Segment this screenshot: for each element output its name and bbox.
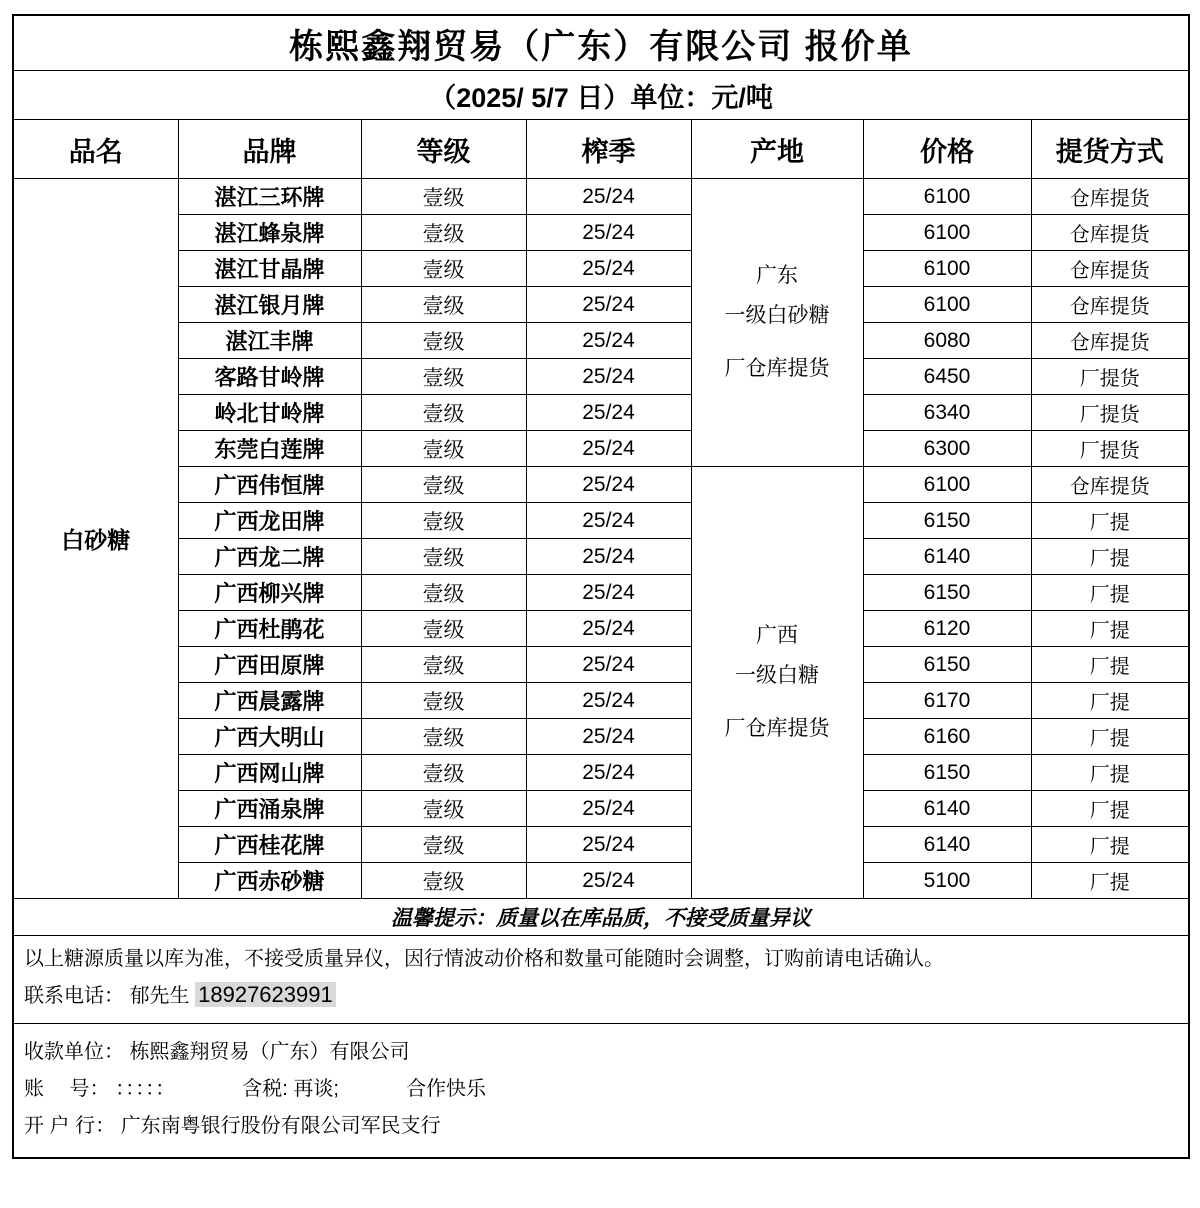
season-cell: 25/24 <box>526 719 691 755</box>
season-cell: 25/24 <box>526 539 691 575</box>
grade-cell: 壹级 <box>361 683 526 719</box>
origin-line-3: 厂仓库提货 <box>724 717 830 741</box>
brand-cell: 广西涌泉牌 <box>178 791 361 827</box>
price-cell: 6160 <box>863 719 1031 755</box>
table-row <box>13 395 1189 431</box>
table-header-row <box>13 120 1189 179</box>
season-cell: 25/24 <box>526 359 691 395</box>
pickup-cell: 厂提 <box>1031 719 1189 755</box>
brand-cell: 广西龙二牌 <box>178 539 361 575</box>
pickup-cell: 厂提 <box>1031 539 1189 575</box>
table-row <box>13 251 1189 287</box>
brand-cell: 岭北甘岭牌 <box>178 395 361 431</box>
account-value: ：：：：： <box>115 1078 176 1101</box>
table-row <box>13 215 1189 251</box>
header-pickup: 提货方式 <box>1031 120 1189 179</box>
grade-cell: 壹级 <box>361 467 526 503</box>
price-cell: 6120 <box>863 611 1031 647</box>
pickup-cell: 厂提货 <box>1031 431 1189 467</box>
season-cell: 25/24 <box>526 179 691 215</box>
pickup-cell: 厂提 <box>1031 791 1189 827</box>
price-cell: 6300 <box>863 431 1031 467</box>
table-row <box>13 467 1189 503</box>
grade-cell: 壹级 <box>361 395 526 431</box>
brand-cell: 广西晨露牌 <box>178 683 361 719</box>
table-row <box>13 359 1189 395</box>
price-cell: 6140 <box>863 827 1031 863</box>
origin-spacer <box>692 695 863 709</box>
grade-cell: 壹级 <box>361 863 526 899</box>
table-row <box>13 683 1189 719</box>
pickup-cell: 厂提 <box>1031 827 1189 863</box>
brand-cell: 广西龙田牌 <box>178 503 361 539</box>
grade-cell: 壹级 <box>361 647 526 683</box>
brand-cell: 广西伟恒牌 <box>178 467 361 503</box>
contact-label: 联系电话： <box>24 985 124 1007</box>
pickup-cell: 厂提 <box>1031 575 1189 611</box>
brand-cell: 广西柳兴牌 <box>178 575 361 611</box>
table-row <box>13 575 1189 611</box>
grade-cell: 壹级 <box>361 287 526 323</box>
price-cell: 6150 <box>863 575 1031 611</box>
origin-line-1: 广东 <box>756 263 798 287</box>
note-block <box>14 936 1188 1023</box>
brand-cell: 广西杜鹃花 <box>178 611 361 647</box>
header-product: 品名 <box>13 120 178 179</box>
grade-cell: 壹级 <box>361 323 526 359</box>
grade-cell: 壹级 <box>361 431 526 467</box>
season-cell: 25/24 <box>526 215 691 251</box>
account-line <box>24 1071 1178 1108</box>
footer-cell <box>13 1024 1189 1159</box>
tip-row <box>13 899 1189 936</box>
season-cell: 25/24 <box>526 827 691 863</box>
brand-cell: 广西田原牌 <box>178 647 361 683</box>
price-cell: 6100 <box>863 179 1031 215</box>
header-origin: 产地 <box>691 120 863 179</box>
price-cell: 6080 <box>863 323 1031 359</box>
season-cell: 25/24 <box>526 503 691 539</box>
contact-phone[interactable]: 18927623991 <box>195 982 336 1007</box>
table-row <box>13 539 1189 575</box>
pickup-cell: 厂提 <box>1031 503 1189 539</box>
pickup-cell: 厂提 <box>1031 647 1189 683</box>
grade-cell: 壹级 <box>361 575 526 611</box>
pickup-cell: 仓库提货 <box>1031 251 1189 287</box>
brand-cell: 广西大明山 <box>178 719 361 755</box>
price-cell: 6340 <box>863 395 1031 431</box>
origin-spacer <box>692 335 863 349</box>
table-row <box>13 755 1189 791</box>
pickup-cell: 厂提货 <box>1031 359 1189 395</box>
brand-cell: 湛江甘晶牌 <box>178 251 361 287</box>
grade-cell: 壹级 <box>361 215 526 251</box>
header-grade: 等级 <box>361 120 526 179</box>
grade-cell: 壹级 <box>361 611 526 647</box>
season-cell: 25/24 <box>526 647 691 683</box>
price-cell: 6100 <box>863 467 1031 503</box>
contact-line <box>24 976 1178 1013</box>
document-title: 栋熙鑫翔贸易（广东）有限公司 报价单 <box>13 15 1189 71</box>
brand-cell: 广西桂花牌 <box>178 827 361 863</box>
contact-name: 郁先生 <box>129 985 190 1007</box>
season-cell: 25/24 <box>526 575 691 611</box>
table-row <box>13 611 1189 647</box>
header-brand: 品牌 <box>178 120 361 179</box>
season-cell: 25/24 <box>526 611 691 647</box>
pickup-cell: 厂提 <box>1031 755 1189 791</box>
origin-cell-guangdong <box>691 179 863 467</box>
brand-cell: 广西赤砂糖 <box>178 863 361 899</box>
document-subtitle: （2025/ 5/7 日）单位：元/吨 <box>13 71 1189 120</box>
brand-cell: 湛江银月牌 <box>178 287 361 323</box>
table-row <box>13 719 1189 755</box>
table-row <box>13 431 1189 467</box>
brand-cell: 广西网山牌 <box>178 755 361 791</box>
note-body: 以上糖源质量以库为准，不接受质量异仪，因行情波动价格和数量可能随时会调整，订购前请电话确认。 <box>24 948 944 970</box>
price-cell: 6100 <box>863 287 1031 323</box>
grade-cell: 壹级 <box>361 827 526 863</box>
table-row <box>13 791 1189 827</box>
product-name: 白砂糖 <box>13 179 178 899</box>
note-cell <box>13 936 1189 1024</box>
footer-row <box>13 1024 1189 1159</box>
origin-line-2: 一级白糖 <box>735 663 819 687</box>
price-cell: 6100 <box>863 251 1031 287</box>
pickup-cell: 仓库提货 <box>1031 323 1189 359</box>
footer-block <box>14 1024 1188 1157</box>
price-cell: 6150 <box>863 755 1031 791</box>
pickup-cell: 仓库提货 <box>1031 215 1189 251</box>
brand-cell: 湛江蜂泉牌 <box>178 215 361 251</box>
header-price: 价格 <box>863 120 1031 179</box>
bank-value: 广东南粤银行股份有限公司军民支行 <box>120 1115 441 1138</box>
title-row <box>13 15 1189 71</box>
origin-line-2: 一级白砂糖 <box>724 303 830 327</box>
origin-cell-guangxi <box>691 467 863 899</box>
subtitle-row <box>13 71 1189 120</box>
table-row <box>13 647 1189 683</box>
season-cell: 25/24 <box>526 791 691 827</box>
season-cell: 25/24 <box>526 467 691 503</box>
payee-value: 栋熙鑫翔贸易（广东）有限公司 <box>129 1041 410 1064</box>
bank-line <box>24 1108 1178 1145</box>
price-cell: 6140 <box>863 791 1031 827</box>
pickup-cell: 仓库提货 <box>1031 287 1189 323</box>
season-cell: 25/24 <box>526 683 691 719</box>
grade-cell: 壹级 <box>361 755 526 791</box>
origin-line-3: 厂仓库提货 <box>724 357 830 381</box>
brand-cell: 客路甘岭牌 <box>178 359 361 395</box>
grade-cell: 壹级 <box>361 179 526 215</box>
table-row <box>13 179 1189 215</box>
season-cell: 25/24 <box>526 431 691 467</box>
price-cell: 6140 <box>863 539 1031 575</box>
grade-cell: 壹级 <box>361 251 526 287</box>
pickup-cell: 厂提 <box>1031 611 1189 647</box>
grade-cell: 壹级 <box>361 503 526 539</box>
season-cell: 25/24 <box>526 755 691 791</box>
season-cell: 25/24 <box>526 395 691 431</box>
bank-label: 开 户 行： <box>24 1115 116 1138</box>
account-label: 账 号： <box>24 1078 110 1101</box>
table-row <box>13 287 1189 323</box>
warm-tip: 温馨提示：质量以在库品质，不接受质量异议 <box>13 899 1189 936</box>
brand-cell: 东莞白莲牌 <box>178 431 361 467</box>
pickup-cell: 厂提货 <box>1031 395 1189 431</box>
price-cell: 6450 <box>863 359 1031 395</box>
grade-cell: 壹级 <box>361 719 526 755</box>
season-cell: 25/24 <box>526 323 691 359</box>
season-cell: 25/24 <box>526 251 691 287</box>
pickup-cell: 仓库提货 <box>1031 179 1189 215</box>
price-cell: 6150 <box>863 503 1031 539</box>
payee-label: 收款单位： <box>24 1041 124 1064</box>
price-cell: 6100 <box>863 215 1031 251</box>
season-cell: 25/24 <box>526 287 691 323</box>
table-row <box>13 323 1189 359</box>
price-cell: 5100 <box>863 863 1031 899</box>
grade-cell: 壹级 <box>361 539 526 575</box>
price-cell: 6170 <box>863 683 1031 719</box>
tax-label: 含税: <box>242 1078 288 1101</box>
pickup-cell: 仓库提货 <box>1031 467 1189 503</box>
tax-value: 再谈; <box>293 1078 339 1101</box>
wish-text: 合作快乐 <box>406 1078 487 1101</box>
table-row <box>13 863 1189 899</box>
pickup-cell: 厂提 <box>1031 863 1189 899</box>
season-cell: 25/24 <box>526 863 691 899</box>
grade-cell: 壹级 <box>361 791 526 827</box>
grade-cell: 壹级 <box>361 359 526 395</box>
quotation-table <box>12 14 1190 1159</box>
pickup-cell: 厂提 <box>1031 683 1189 719</box>
brand-cell: 湛江丰牌 <box>178 323 361 359</box>
brand-cell: 湛江三环牌 <box>178 179 361 215</box>
header-season: 榨季 <box>526 120 691 179</box>
price-cell: 6150 <box>863 647 1031 683</box>
table-row <box>13 503 1189 539</box>
payee-line <box>24 1034 1178 1071</box>
note-row <box>13 936 1189 1024</box>
origin-line-1: 广西 <box>756 623 798 647</box>
table-row <box>13 827 1189 863</box>
